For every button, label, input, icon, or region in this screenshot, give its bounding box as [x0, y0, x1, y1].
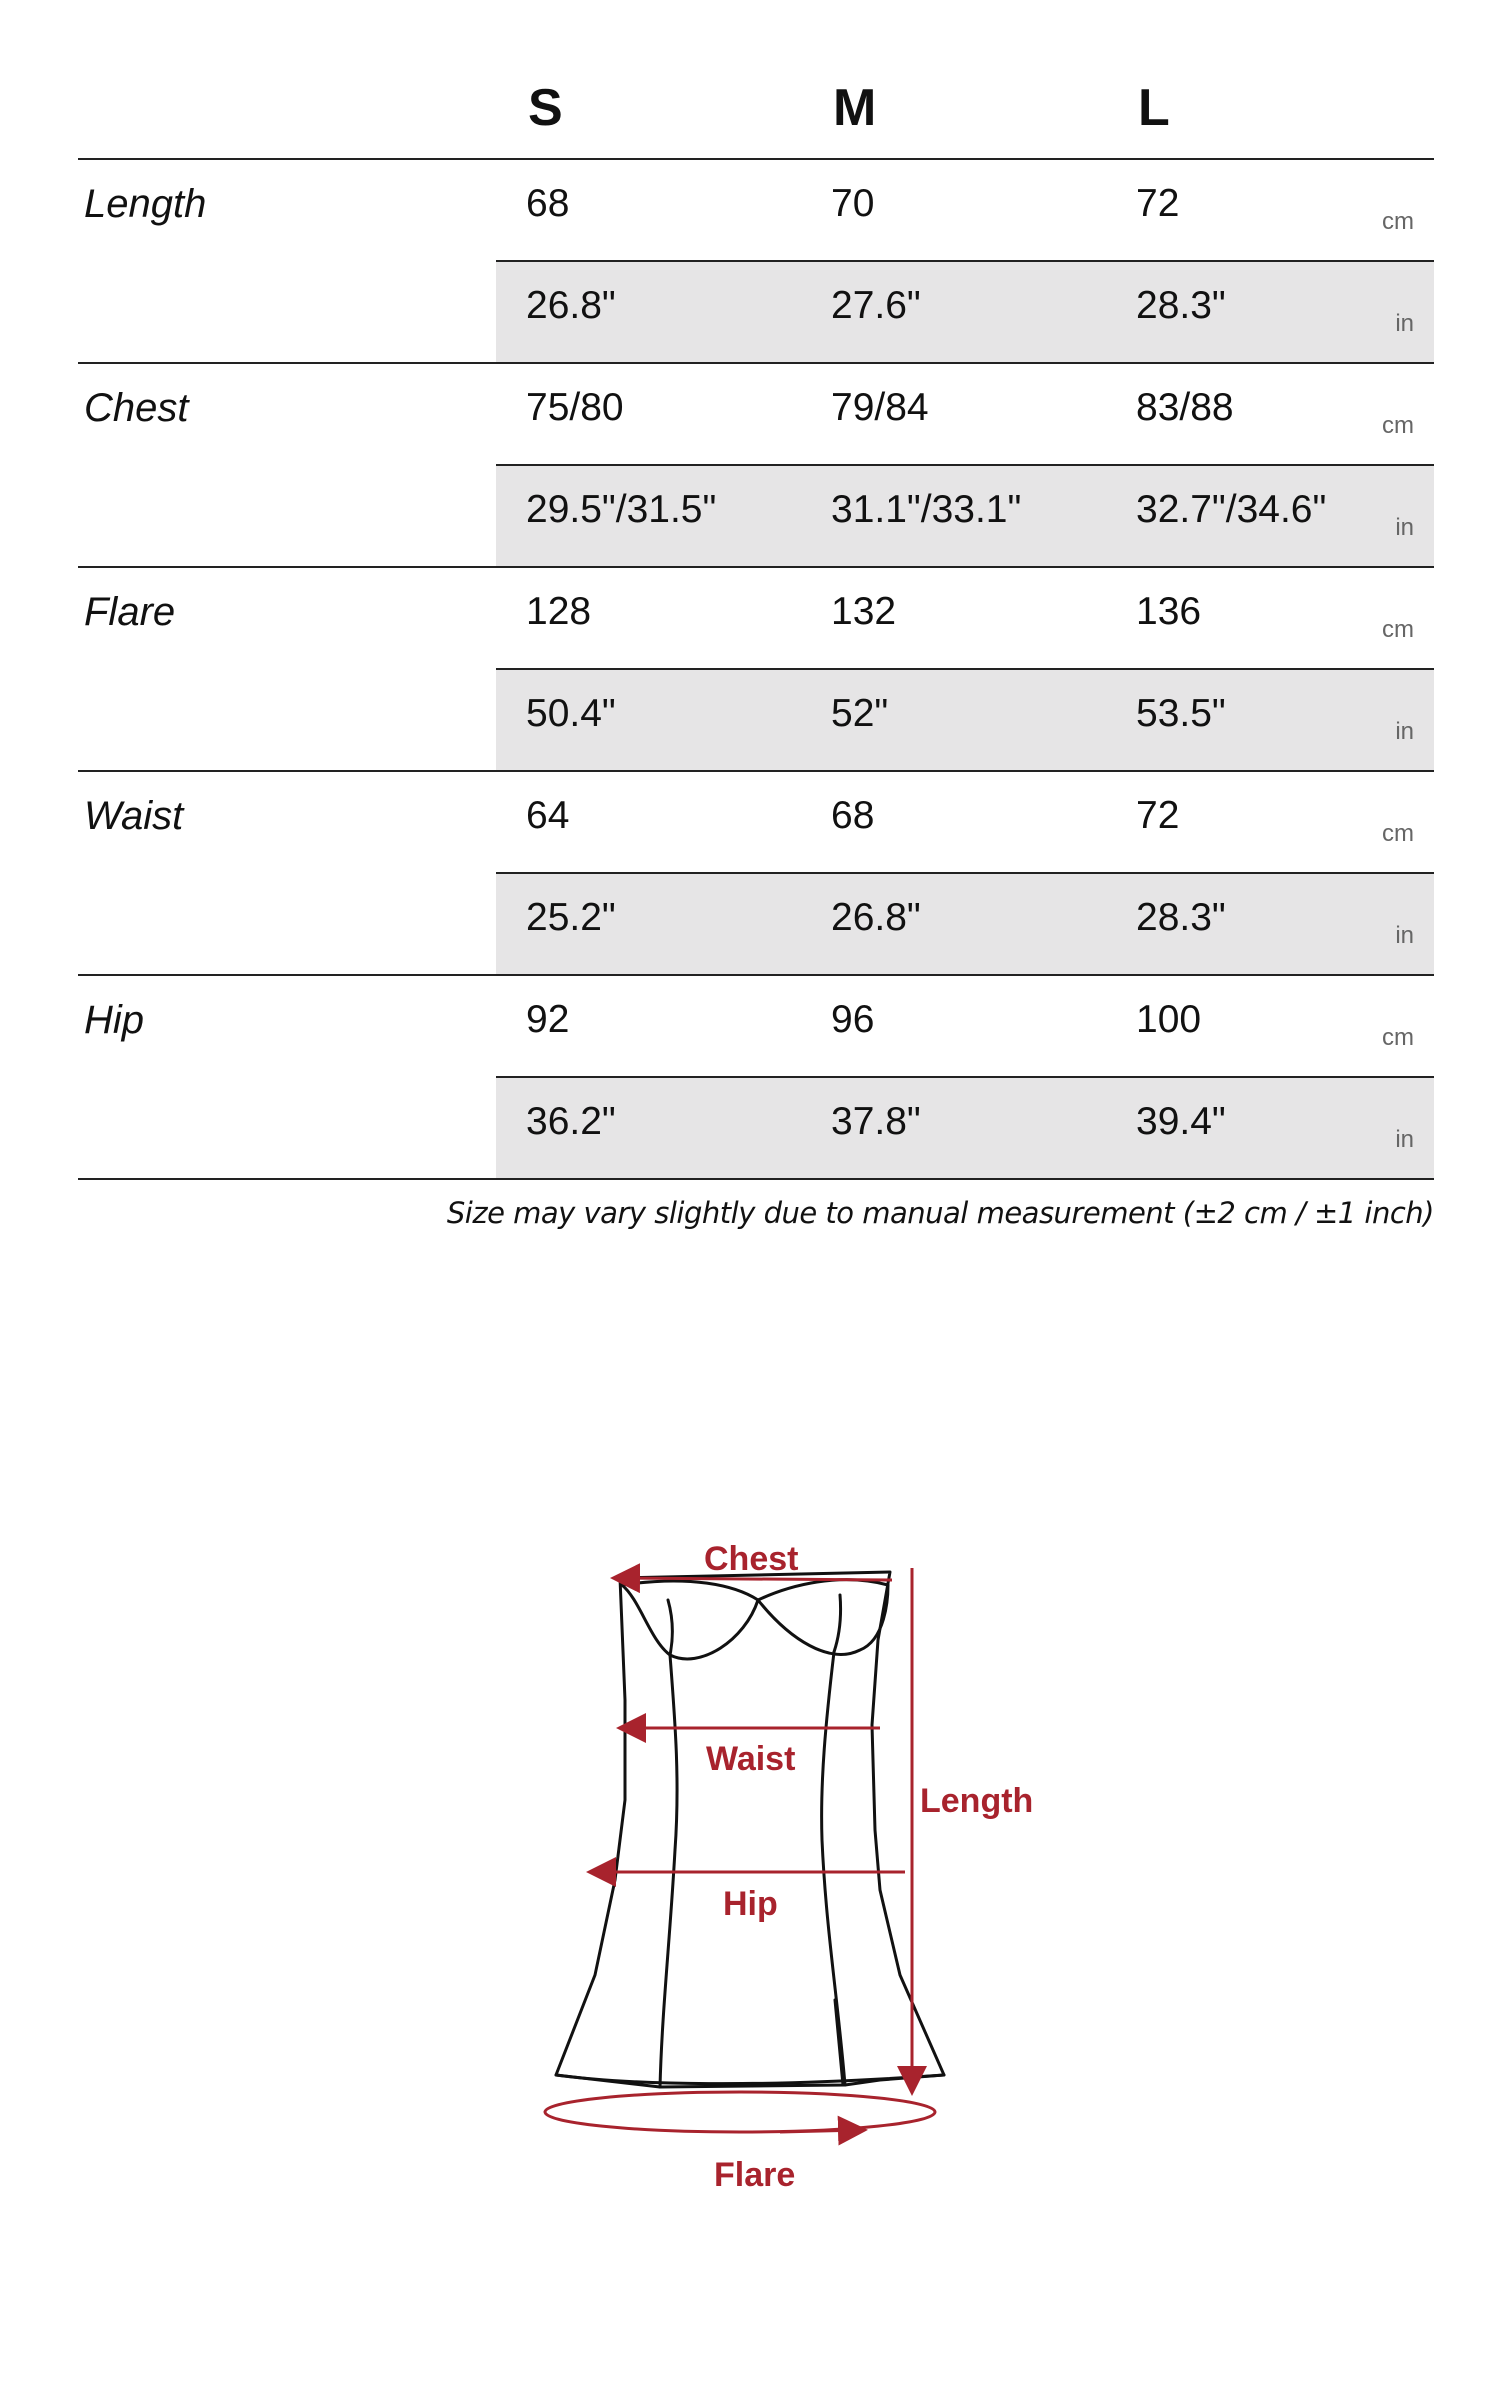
value-s-in: 36.2": [526, 1100, 616, 1143]
measurement-label: Chest: [84, 386, 189, 430]
value-m-cm: 96: [831, 998, 875, 1041]
value-s-cm: 75/80: [526, 386, 624, 429]
value-m-cm: 79/84: [831, 386, 929, 429]
value-l-cm: 100: [1136, 998, 1202, 1041]
value-s-in: 26.8": [526, 284, 616, 327]
hip-label: Hip: [723, 1885, 778, 1923]
chest-arrow: [616, 1578, 892, 1580]
value-m-cm: 68: [831, 794, 875, 837]
flare-arrow: [780, 2130, 862, 2132]
unit-cm: cm: [1382, 820, 1414, 847]
value-l-in: 28.3": [1136, 896, 1226, 939]
measurement-disclaimer: Size may vary slightly due to manual measurement (±2 cm / ±1 inch): [446, 1196, 1434, 1230]
measurement-label: Flare: [84, 590, 176, 634]
measurement-length: [78, 160, 1434, 364]
cm-row: [496, 160, 1434, 262]
value-m-cm: 70: [831, 182, 875, 225]
unit-in: in: [1395, 1126, 1414, 1153]
value-l-cm: 72: [1136, 182, 1180, 225]
flare-ellipse: [545, 2092, 935, 2132]
value-s-cm: 128: [526, 590, 592, 633]
value-s-in: 29.5"/31.5": [526, 488, 717, 531]
unit-in: in: [1395, 310, 1414, 337]
value-s-cm: 92: [526, 998, 570, 1041]
value-m-in: 37.8": [831, 1100, 921, 1143]
diagram-labels: [704, 1540, 1033, 2194]
size-l-header: L: [1138, 79, 1170, 137]
unit-cm: cm: [1382, 412, 1414, 439]
length-label: Length: [920, 1782, 1034, 1820]
measurement-label: Waist: [84, 794, 184, 838]
cm-row: [496, 976, 1434, 1078]
measurement-label: Hip: [84, 998, 145, 1042]
inch-row: [496, 1078, 1434, 1178]
waist-label: Waist: [706, 1740, 796, 1778]
chest-label: Chest: [704, 1540, 799, 1578]
measurement-flare: [78, 568, 1434, 772]
value-l-cm: 72: [1136, 794, 1180, 837]
size-chart-table: [78, 60, 1434, 1180]
inch-row: [496, 670, 1434, 770]
size-s-header: S: [528, 79, 563, 137]
size-header-row: [78, 60, 1434, 160]
unit-in: in: [1395, 922, 1414, 949]
value-m-in: 31.1"/33.1": [831, 488, 1022, 531]
inch-row: [496, 874, 1434, 974]
unit-cm: cm: [1382, 616, 1414, 643]
inch-row: [496, 262, 1434, 362]
value-s-in: 50.4": [526, 692, 616, 735]
value-m-in: 52": [831, 692, 889, 735]
value-l-in: 39.4": [1136, 1100, 1226, 1143]
value-s-cm: 68: [526, 182, 570, 225]
value-l-in: 32.7"/34.6": [1136, 488, 1327, 531]
unit-in: in: [1395, 718, 1414, 745]
cm-row: [496, 568, 1434, 670]
value-s-in: 25.2": [526, 896, 616, 939]
unit-in: in: [1395, 514, 1414, 541]
flare-label: Flare: [714, 2156, 796, 2194]
value-l-in: 53.5": [1136, 692, 1226, 735]
inch-row: [496, 466, 1434, 566]
cm-row: [496, 772, 1434, 874]
value-m-in: 27.6": [831, 284, 921, 327]
unit-cm: cm: [1382, 208, 1414, 235]
dress-outline: [556, 1572, 944, 2087]
measurement-arrows: [545, 1568, 935, 2132]
cm-row: [496, 364, 1434, 466]
measurement-waist: [78, 772, 1434, 976]
value-s-cm: 64: [526, 794, 570, 837]
size-m-header: M: [833, 79, 877, 137]
value-l-cm: 83/88: [1136, 386, 1234, 429]
value-m-cm: 132: [831, 590, 897, 633]
measurement-hip: [78, 976, 1434, 1180]
value-l-cm: 136: [1136, 590, 1202, 633]
measurement-chest: [78, 364, 1434, 568]
measurement-label: Length: [84, 182, 207, 226]
unit-cm: cm: [1382, 1024, 1414, 1051]
value-l-in: 28.3": [1136, 284, 1226, 327]
value-m-in: 26.8": [831, 896, 921, 939]
